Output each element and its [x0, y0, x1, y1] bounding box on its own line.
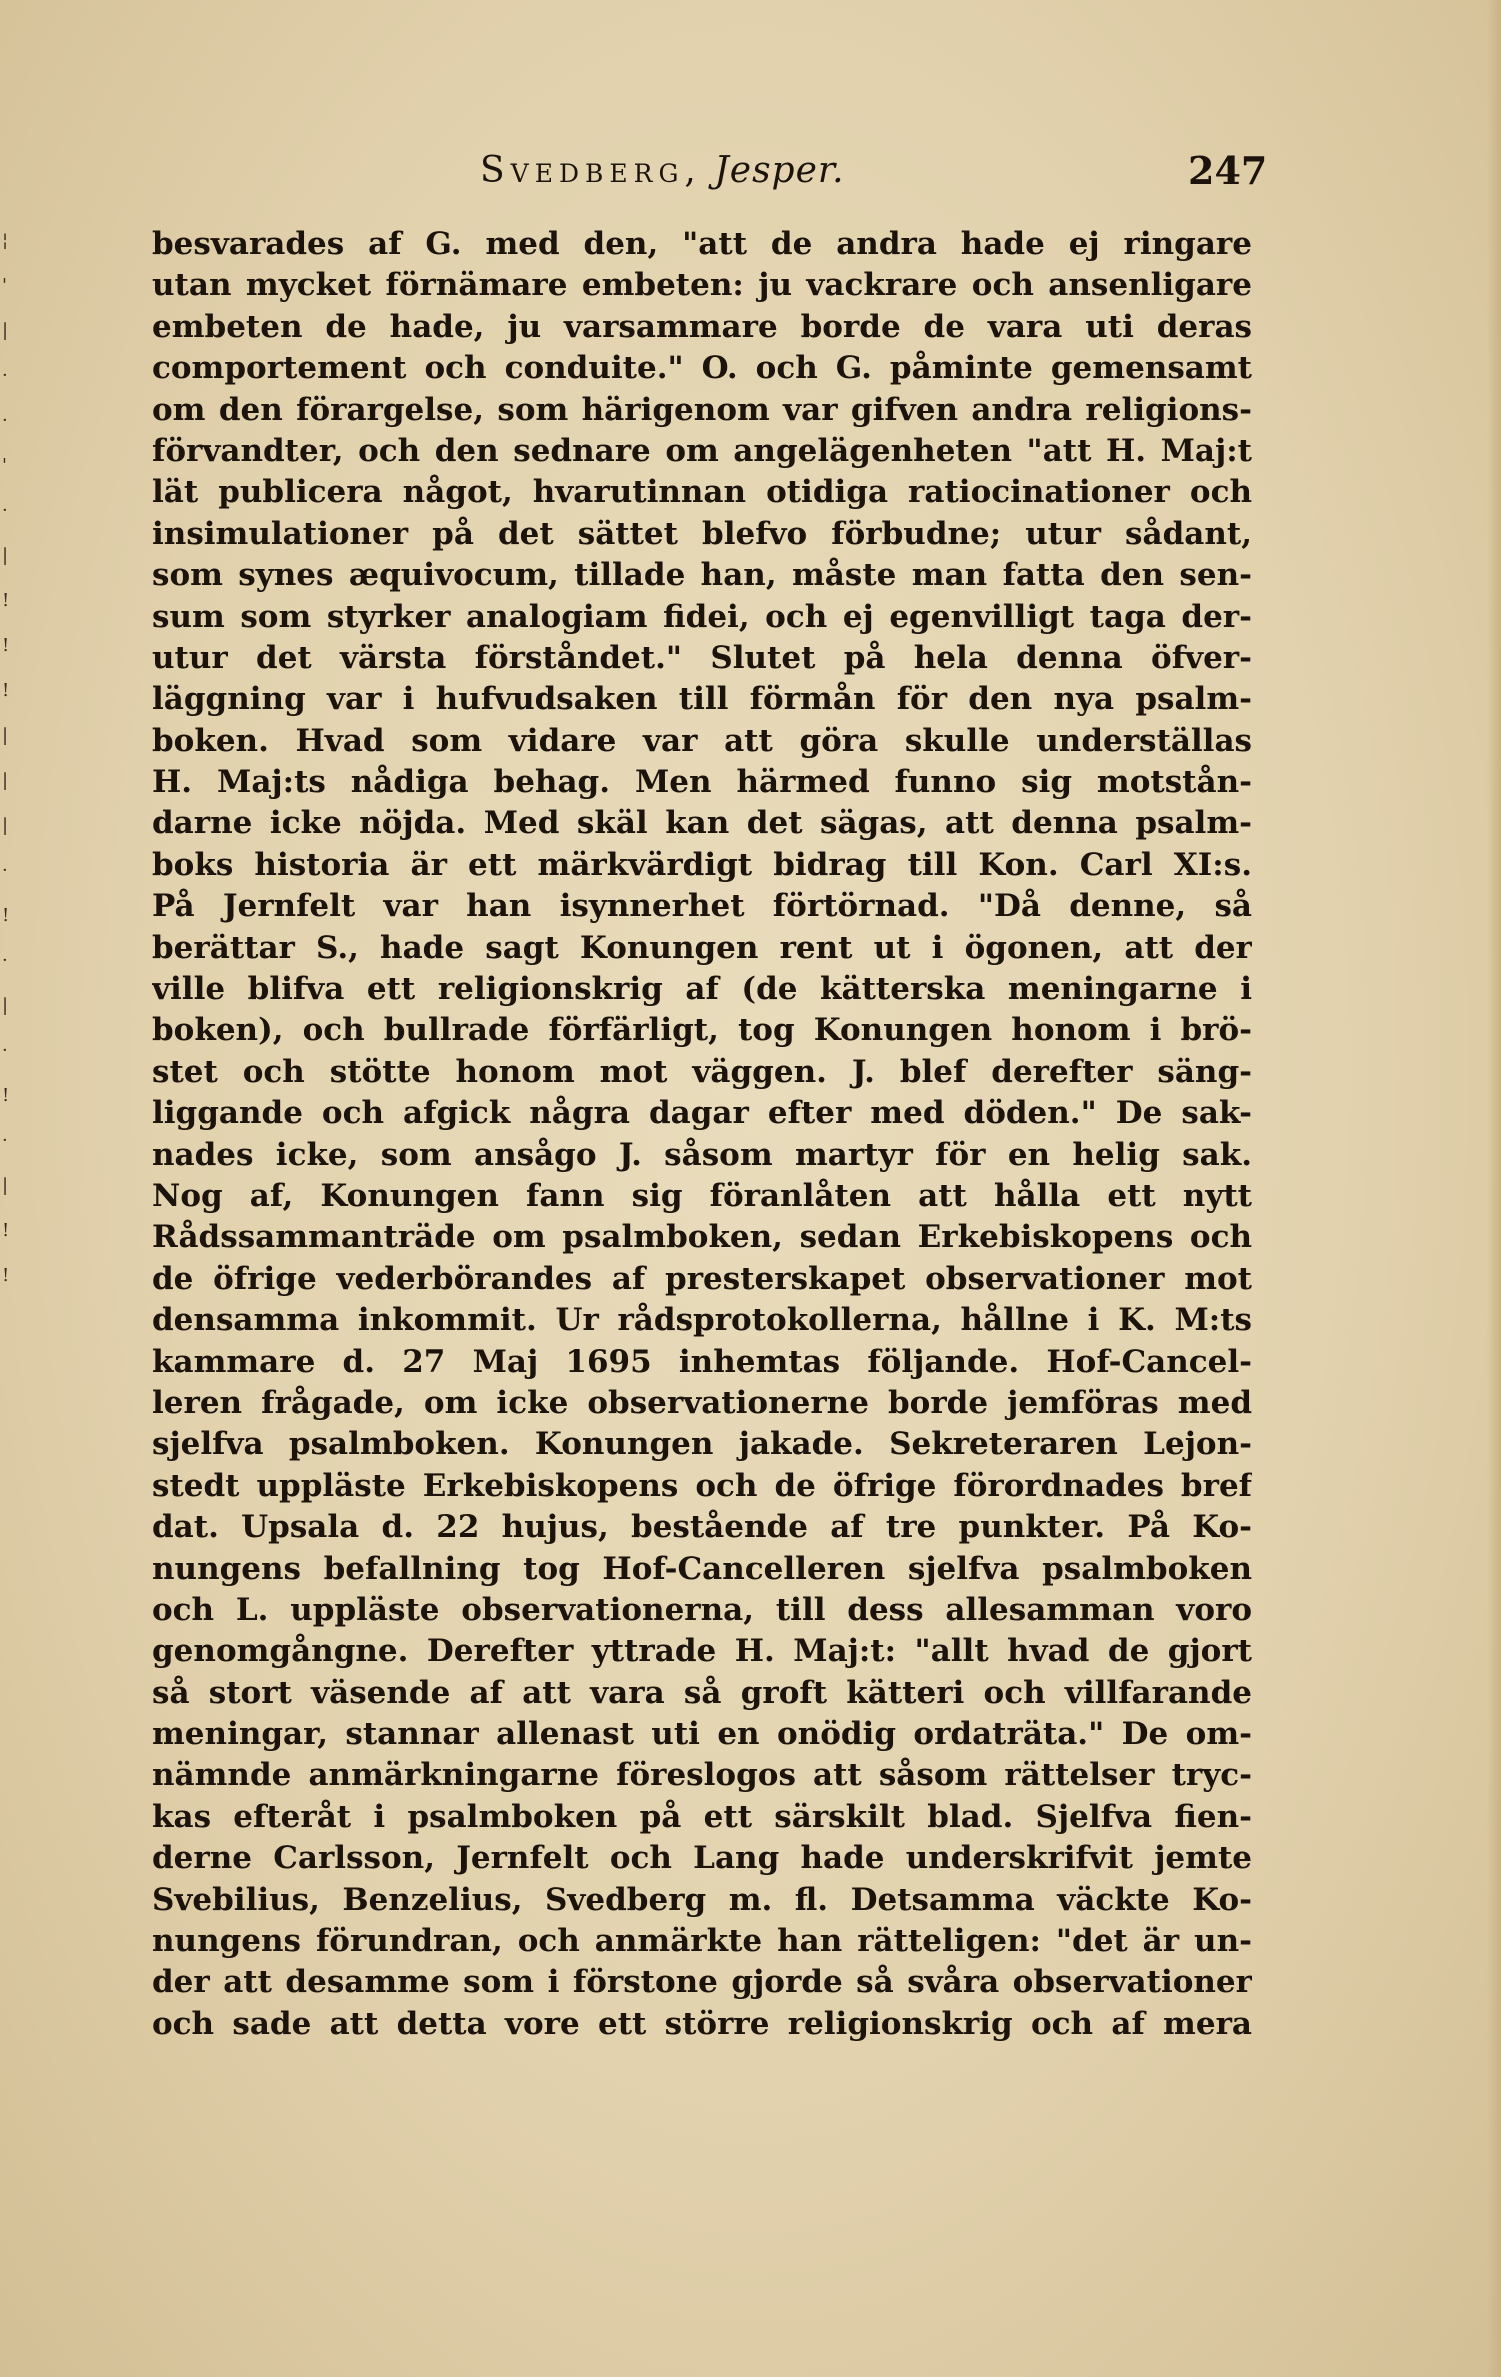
- text-line: nungens förundran, och anmärkte han rätteligen: "det är un-: [152, 1923, 1252, 1960]
- text-line: der att desamme som i förstone gjorde så svåra observationer: [152, 1964, 1252, 2001]
- header-surname: Svedberg,: [480, 150, 702, 191]
- text-line: ville blifva ett religionskrig af (de kätterska meningarne i: [152, 971, 1252, 1008]
- text-line: meningar, stannar allenast uti en onödig ordaträta." De om-: [152, 1716, 1252, 1753]
- text-line: nämnde anmärkningarne föreslogos att såsom rättelser tryc-: [152, 1757, 1252, 1794]
- text-line: genomgångne. Derefter yttrade H. Maj:t: "allt hvad de gjort: [152, 1633, 1252, 1670]
- text-line: förvandter, och den sednare om angelägenheten "att H. Maj:t: [152, 432, 1252, 469]
- page-number: 247: [1188, 148, 1268, 193]
- header-given-name: Jesper.: [714, 150, 845, 191]
- text-line: darne icke nöjda. Med skäl kan det sägas, att denna psalm-: [152, 805, 1252, 842]
- text-line: så stort väsende af att vara så groft kätteri och villfarande: [152, 1674, 1252, 1711]
- text-line: som synes æquivocum, tillade han, måste man fatta den sen-: [152, 557, 1252, 594]
- text-line: derne Carlsson, Jernfelt och Lang hade underskrifvit jemte: [152, 1840, 1252, 1877]
- text-line: och L. uppläste observationerna, till dess allesamman voro: [152, 1591, 1252, 1628]
- text-line: läggning var i hufvudsaken till förmån för den nya psalm-: [152, 681, 1252, 718]
- left-margin-bleed: ¦ ' | · · ' · | ! ! ! | | | · ! · | · ! · | ! !: [2, 230, 10, 1286]
- text-line: om den förargelse, som härigenom var gifven andra religions-: [152, 391, 1252, 428]
- text-line: boken), och bullrade förfärligt, tog Konungen honom i brö-: [152, 1012, 1252, 1049]
- text-line: embeten de hade, ju varsammare borde de vara uti deras: [152, 308, 1252, 345]
- text-line: comportement och conduite." O. och G. påminte gemensamt: [152, 350, 1252, 387]
- text-line: Rådssammanträde om psalmboken, sedan Erkebiskopens och: [152, 1219, 1252, 1256]
- text-line: utan mycket förnämare embeten: ju vackrare och ansenligare: [152, 267, 1252, 304]
- text-line: insimulationer på det sättet blefvo förbudne; utur sådant,: [152, 515, 1252, 552]
- text-line: kammare d. 27 Maj 1695 inhemtas följande. Hof-Cancel-: [152, 1343, 1252, 1380]
- text-line: sum som styrker analogiam fidei, och ej egenvilligt taga der-: [152, 598, 1252, 635]
- body-text: [152, 224, 1252, 2045]
- text-line: berättar S., hade sagt Konungen rent ut i ögonen, att der: [152, 929, 1252, 966]
- text-line: sjelfva psalmboken. Konungen jakade. Sekreteraren Lejon-: [152, 1426, 1252, 1463]
- text-line: lät publicera något, hvarutinnan otidiga ratiocinationer och: [152, 474, 1252, 511]
- text-line: På Jernfelt var han isynnerhet förtörnad. "Då denne, så: [152, 888, 1252, 925]
- text-line: H. Maj:ts nådiga behag. Men härmed funno sig motstån-: [152, 764, 1252, 801]
- text-line: leren frågade, om icke observationerne borde jemföras med: [152, 1384, 1252, 1421]
- text-line: densamma inkommit. Ur rådsprotokollerna, hållne i K. M:ts: [152, 1302, 1252, 1339]
- text-line: Svebilius, Benzelius, Svedberg m. fl. Detsamma väckte Ko-: [152, 1881, 1252, 1918]
- page-edge-shadow: [1487, 0, 1501, 2377]
- text-line: boks historia är ett märkvärdigt bidrag till Kon. Carl XI:s.: [152, 846, 1252, 883]
- running-header: [480, 150, 845, 191]
- text-line: nades icke, som ansågo J. såsom martyr för en helig sak.: [152, 1136, 1252, 1173]
- text-line: stedt uppläste Erkebiskopens och de öfrige förordnades bref: [152, 1467, 1252, 1504]
- text-line: Nog af, Konungen fann sig föranlåten att hålla ett nytt: [152, 1177, 1252, 1214]
- text-line: och sade att detta vore ett större religionskrig och af mera: [152, 2005, 1252, 2042]
- text-line: utur det värsta förståndet." Slutet på hela denna öfver-: [152, 639, 1252, 676]
- text-line: dat. Upsala d. 22 hujus, bestående af tre punkter. På Ko-: [152, 1509, 1252, 1546]
- text-line: kas efteråt i psalmboken på ett särskilt blad. Sjelfva fien-: [152, 1798, 1252, 1835]
- text-line: stet och stötte honom mot väggen. J. blef derefter säng-: [152, 1053, 1252, 1090]
- text-line: nungens befallning tog Hof-Cancelleren sjelfva psalmboken: [152, 1550, 1252, 1587]
- text-line: liggande och afgick några dagar efter med döden." De sak-: [152, 1095, 1252, 1132]
- text-line: besvarades af G. med den, "att de andra hade ej ringare: [152, 226, 1252, 262]
- text-line: boken. Hvad som vidare var att göra skulle underställas: [152, 722, 1252, 759]
- text-line: de öfrige vederbörandes af presterskapet observationer mot: [152, 1260, 1252, 1297]
